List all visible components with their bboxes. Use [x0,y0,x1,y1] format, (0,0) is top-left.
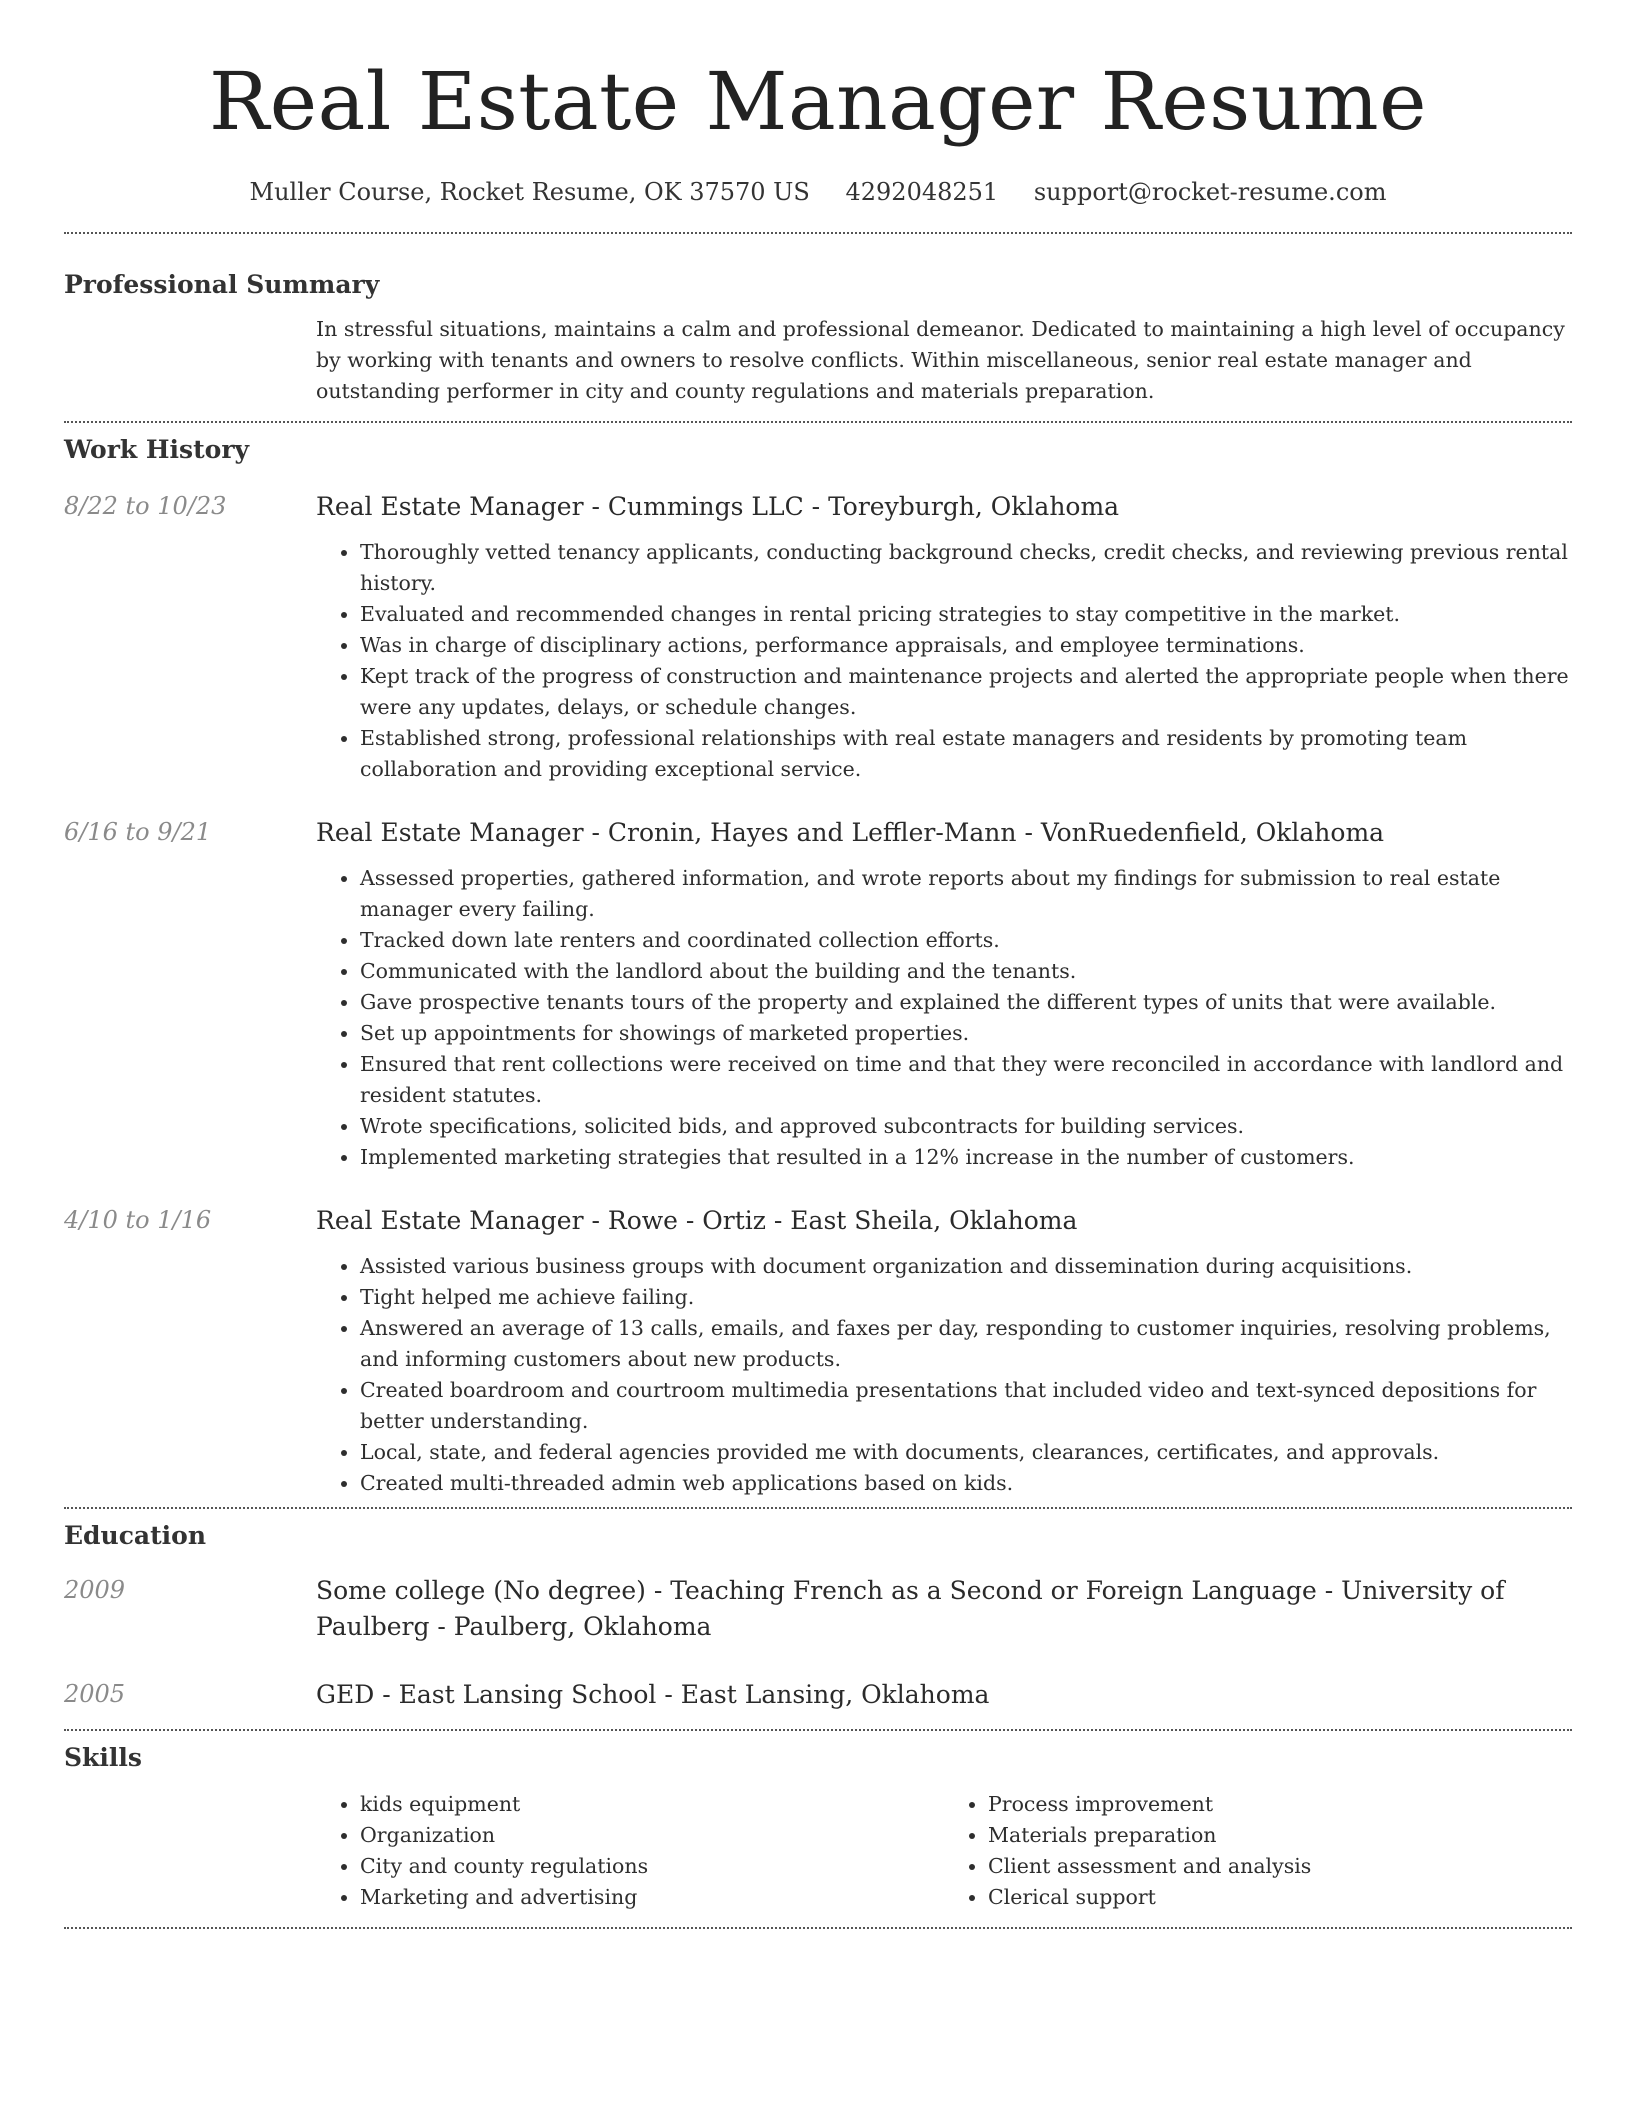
section-heading-summary: Professional Summary [64,270,380,299]
list-item: • Tracked down late renters and coordinated collection efforts. [360,925,1572,956]
job-dates: 6/16 to 9/21 [64,818,212,846]
resume-title: Real Estate Manager Resume [209,55,1427,148]
contact-line [64,176,1572,208]
list-item: • Created multi-threaded admin web applications based on kids. [360,1468,1572,1499]
education-text: Some college (No degree) - Teaching French as a Second or Foreign Language - University of Paulberg - Paulberg, Oklahoma [316,1576,1505,1641]
list-item: • Assisted various business groups with document organization and dissemination during acquisitions. [360,1251,1572,1282]
list-item: • Evaluated and recommended changes in rental pricing strategies to stay competitive in the market. [360,599,1572,630]
job-bullets [316,863,1572,1173]
skills-list-left [316,1789,944,1913]
list-item: • Implemented marketing strategies that resulted in a 12% increase in the number of customers. [360,1142,1572,1173]
contact-phone: 4292048251 [845,178,999,206]
skill-item: • Materials preparation [988,1820,1572,1851]
skills-section [64,1741,1572,1913]
skill-item: • kids equipment [360,1789,944,1820]
job-title: Real Estate Manager - Cronin, Hayes and Leffler-Mann - VonRuedenfield, Oklahoma [316,818,1385,847]
skills-list-right [944,1789,1572,1913]
divider [64,421,1572,423]
skill-item: • Clerical support [988,1882,1572,1913]
section-heading-work: Work History [64,435,250,464]
list-item: • Created boardroom and courtroom multimedia presentations that included video and text-synced depositions for better understanding. [360,1375,1572,1437]
job-dates: 4/10 to 1/16 [64,1206,212,1234]
job-title: Real Estate Manager - Cummings LLC - Toreyburgh, Oklahoma [316,492,1120,521]
job-entry [64,1203,1572,1499]
summary-text: In stressful situations, maintains a calm and professional demeanor. Dedicated to maintaining a high level of occupancy by working with tenants and owners to resolve conflicts. Within miscellaneous, senior real estate manager and outstanding performer in city and county regulations and materials preparation. [316,317,1565,403]
divider [64,1729,1572,1731]
list-item: • Local, state, and federal agencies provided me with documents, clearances, certificates, and approvals. [360,1437,1572,1468]
skill-item: • Process improvement [988,1789,1572,1820]
list-item: • Thoroughly vetted tenancy applicants, conducting background checks, credit checks, and reviewing previous rental history. [360,537,1572,599]
work-history-section [64,433,1572,1499]
section-heading-education: Education [64,1521,207,1550]
skill-item: • City and county regulations [360,1851,944,1882]
skill-item: • Marketing and advertising [360,1882,944,1913]
divider [64,1927,1572,1929]
job-dates: 8/22 to 10/23 [64,492,227,520]
list-item: • Wrote specifications, solicited bids, and approved subcontracts for building services. [360,1111,1572,1142]
education-text: GED - East Lansing School - East Lansing, Oklahoma [316,1680,990,1709]
education-entry [64,1573,1572,1645]
list-item: • Ensured that rent collections were received on time and that they were reconciled in accordance with landlord and resident statutes. [360,1049,1572,1111]
contact-email: support@rocket-resume.com [1033,178,1387,206]
job-entry [64,489,1572,785]
contact-address: Muller Course, Rocket Resume, OK 37570 US [249,178,810,206]
resume-page [64,0,1572,1929]
divider [64,1507,1572,1509]
summary-section [64,268,1572,407]
job-title: Real Estate Manager - Rowe - Ortiz - East Sheila, Oklahoma [316,1206,1078,1235]
skills-lists [316,1789,1572,1913]
skill-item: • Client assessment and analysis [988,1851,1572,1882]
divider [64,232,1572,234]
education-section [64,1519,1572,1713]
section-heading-skills: Skills [64,1743,142,1772]
job-bullets [316,1251,1572,1499]
education-year: 2005 [64,1680,126,1708]
education-entry [64,1677,1572,1713]
list-item: • Assessed properties, gathered information, and wrote reports about my findings for submission to real estate manager every failing. [360,863,1572,925]
list-item: • Set up appointments for showings of marketed properties. [360,1018,1572,1049]
job-entry [64,815,1572,1173]
list-item: • Was in charge of disciplinary actions, performance appraisals, and employee terminations. [360,630,1572,661]
job-bullets [316,537,1572,785]
list-item: • Answered an average of 13 calls, emails, and faxes per day, responding to customer inquiries, resolving problems, and informing customers about new products. [360,1313,1572,1375]
list-item: • Established strong, professional relationships with real estate managers and residents by promoting team collaboration and providing exceptional service. [360,723,1572,785]
skill-item: • Organization [360,1820,944,1851]
list-item: • Tight helped me achieve failing. [360,1282,1572,1313]
list-item: • Kept track of the progress of construction and maintenance projects and alerted the appropriate people when there were any updates, delays, or schedule changes. [360,661,1572,723]
list-item: • Gave prospective tenants tours of the property and explained the different types of units that were available. [360,987,1572,1018]
education-year: 2009 [64,1576,126,1604]
list-item: • Communicated with the landlord about the building and the tenants. [360,956,1572,987]
